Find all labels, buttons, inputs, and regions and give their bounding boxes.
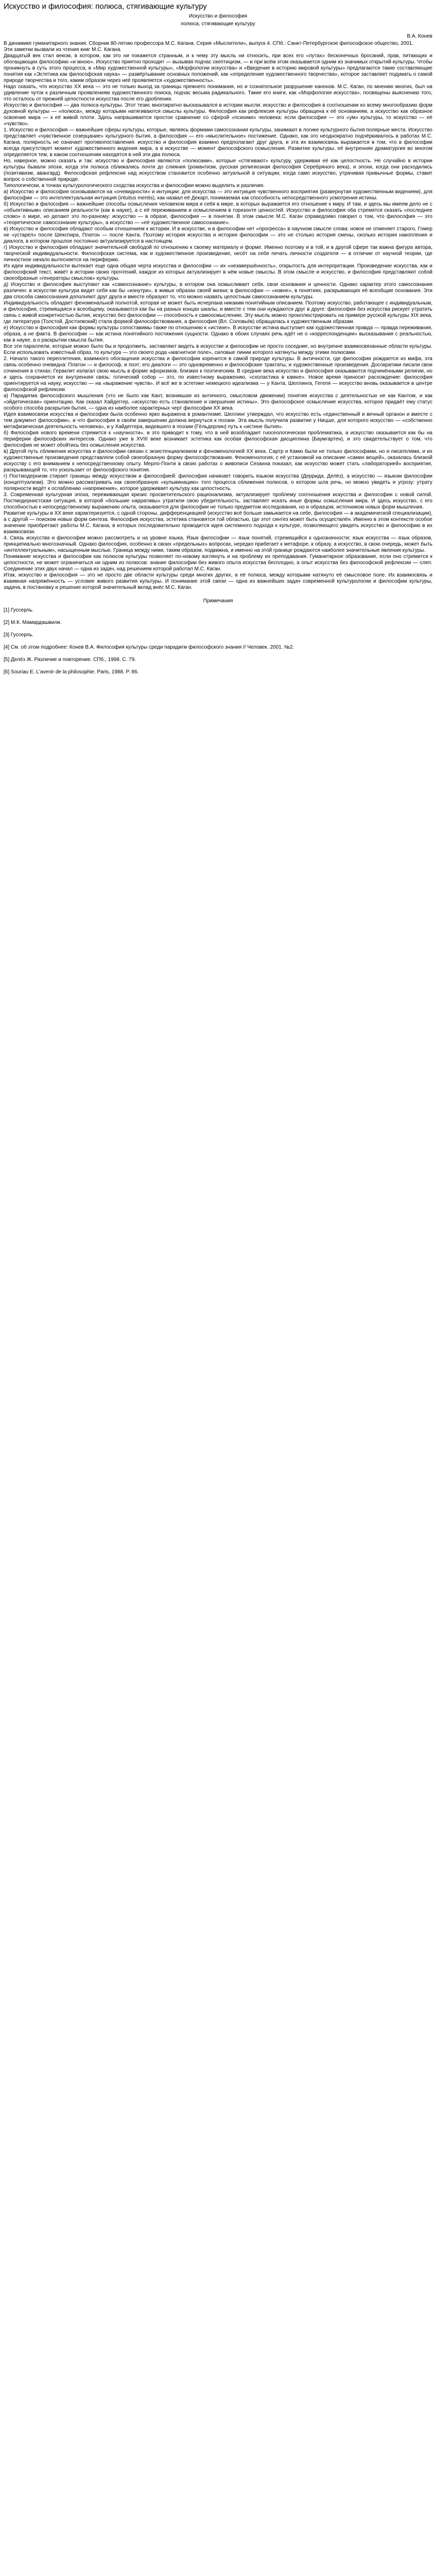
paragraph: 3. Современная культурная эпоха, переживающая кризис просветительского рационализма, актуализирует проблему соотношения искусства и философии с новой силой. Постмодернистская ситуация, в которой «большие нарративы» утратили свою убедительность, заставляет искать иные формы осмысления мира. И здесь искусство, с его способностью к непосредственному выражению опыта, оказывается для философии не только предметом исследования, но и образцом, источником новых форм мышления. bbox=[4, 492, 432, 510]
footnote: [4] См. об этом подробнее: Конев В.А. Философия культуры среди парадигм философского знания // Человек. 2001. №2. bbox=[4, 645, 294, 650]
document-page bbox=[0, 0, 436, 675]
paragraph: в) Другой путь сближения искусства и философии связан с экзистенциализмом и феноменологией XX века. Сартр и Камю были не только философами, но и писателями, и их художественные произведения представляли собой своеобразную форму философствования. Феноменология, с её установкой на описание «самих вещей», оказалась близкой искусству с его вниманием к непосредственному опыту. Мерло-Понти в своих работах о живописи Сезанна показал, как искусство может стать «лабораторией» восприятия, раскрывающей то, что ускользает от философского понятия. bbox=[4, 449, 432, 473]
footnote: [1] Гуссерль. bbox=[4, 607, 34, 613]
article-body bbox=[4, 41, 432, 591]
paragraph: Эти заметки вызвали из чтения книг М.С. Кагана. bbox=[4, 47, 122, 53]
paragraph: б) Искусство и философия — важнейшие способы осмысления человеком мира и себя в мире, в которых выражается его отношение к миру. И там, и здесь мы имеем дело не с «объективным» описанием реальности (как в науке), а с её переживанием и осмыслением в горизонте ценностей. Искусство и философия оба стремятся сказать «последнее слово» о мире, но делают это по-разному: искусство — в образе, философия — в понятии. В этом смысле М.С. Каган справедливо говорил о том, что философия — это «теоретическое самосознание культуры», а искусство — «её художественное самосознание». bbox=[4, 201, 432, 226]
footnote: [6] Souriau E. L'avenir de la philosophie. Paris, 1988. P. 86. bbox=[4, 669, 139, 675]
paragraph: Типологически, в точках культурологического сходства искусства и философии можно выделить и различия. bbox=[4, 183, 265, 189]
author-name: В.А. Конев bbox=[407, 33, 432, 39]
paragraph: а) Парадигма философского мышления (что не было как Кант, возникшая из античного, смысловом движении) понятия искусства с деятельностью не как Кантом, и как «эйдетическая» ориентацию. Как сказал Хайдеггер, «искусство есть становление и свершение истины». Это философское осмысление искусства, которое придаёт ему статус особого способа раскрытия бытия, — одна из наиболее характерных черт философии XX века. bbox=[4, 393, 432, 411]
paragraph: 2. Начало такого переплетения, взаимного обогащения искусства и философии коренится в самой природе культуры. В античности, где философия рождается из мифа, эта связь особенно очевидна: Платон — и философ, и поэт; его диалоги — это одновременно и философские трактаты, и художественные произведения. Досократики писали свои сочинения в стихах; Гераклит излагал свою мысль в форме афоризмов, близких к поэтическим. В средние века искусство и философия оказываются подчинёнными религии, но и здесь сохраняется их внутренняя связь: готический собор — это, по известному выражению, «схоластика в камне». Новое время приносит расхождение: философия ориентируется на науку, искусство — на «выражение чувств». И всё же в эстетике немецкого идеализма — у Канта, Шеллинга, Гегеля — искусство вновь оказывается в центре философской рефлексии. bbox=[4, 356, 432, 393]
paragraph: 1. Искусство и философия — важнейшие сферы культуры, которые, являясь формами самосознания культуры, занимают в логике культурного бытия полярные места. Искусство представляет «чувственное созерцание» культурного бытия, а философия — его «мыслительное» постижение. Однако, как это неоднократно подчёркивалось в работах М.С. Кагана, полярность не означает противопоставления: искусство и философия взаимно предполагают друг друга, и эта их взаимосвязь выражается в том, что в философии всегда присутствует момент художественного видения мира, а в искусстве — момент философского осмысления. Развитие культуры, её внутренняя драматургия во многом определяется тем, в каком соотношении находятся в ней эти два полюса. bbox=[4, 127, 432, 158]
footnote: [5] Делёз Ж. Различие и повторение. СПб., 1998. С. 79. bbox=[4, 657, 136, 663]
paragraph: В динамике гуманитарного знания. Сборник 80-летию профессора М.С. Кагана. Серия «Мыслители», выпуск 4. СПб.: Санкт-Петербургское философское общество, 2001. bbox=[4, 41, 414, 46]
footnote: [2] М.К. Мамардашвили. bbox=[4, 620, 62, 625]
footnote: [3] Гуссерль. bbox=[4, 632, 34, 638]
paragraph: д) Искусство и философия выступают как «самосознание» культуры, в котором она осмысливает себя, свои основания и ценности. Однако характер этого самосознания различен: в искусстве культура видит себя как бы «изнутри», в живых образах своей жизни; в философии — «извне», в понятиях, раскрывающих её всеобщие основания. Эти два способа самосознания дополняют друг друга и вместе образуют то, что можно назвать целостным самосознанием культуры. bbox=[4, 282, 432, 300]
paragraph: Но, наверное, можно сказать и так: искусство и философия являются «полюсами», которые «стягивают» культуру, удерживая её как целостность. Не случайно в истории культуры бывали эпохи, когда эти полюса сближались почти до слияния (романтизм, русская религиозная философия Серебряного века), и эпохи, когда они расходились (позитивизм, авангард). Философская рефлексия над искусством становится особенно актуальной в ситуации, когда само искусство, утрачивая привычные формы, ставит вопрос о собственной природе. bbox=[4, 158, 432, 182]
paragraph: Индивидуальность обладает феноменальной полнотой, которая не может быть исчерпана никаким понятийным описанием. Поэтому искусство, работающее с индивидуальным, и философия, стремящаяся к всеобщему, оказываются как бы на разных концах шкалы, и вместе с тем они нуждаются друг в друге: философия без искусства рискует утратить связь с живой конкретностью бытия, искусство без философии — способность к самоосмыслению. Эту мысль можно проиллюстрировать на примере русской культуры XIX века, где литература (Толстой, Достоевский) стала формой философствования, а философия (Вл. Соловьёв) обращалась к художественным образам. bbox=[4, 300, 432, 325]
paragraph: Итак, искусство и философия — это не просто две области культуры среди многих других, а её полюса, между которыми натянуто её смысловое поле. Их взаимосвязь и взаимная напряжённость — условие живого развития культуры. И понимание этой связи — одна из важнейших задач современной культурологии и философии культуры, задача, в постановку и решение которой значительный вклад внёс М.С. Каган. bbox=[4, 572, 432, 590]
document-title: Искусство и философия: полюса, стягивающие культуру bbox=[4, 2, 207, 11]
subtitle-line-1: Искусство и философия bbox=[188, 13, 248, 19]
paragraph: б) Философия нового времени стремится к «научности», и это приводит к тому, что в ней возобладает гносеологическая проблематика, а искусство оказывается как бы на периферии философских интересов. Однако уже в XVIII веке возникает эстетика как особая философская дисциплина (Баумгартен), и это свидетельствует о том, что философия не может обойтись без осмысления искусства. bbox=[4, 430, 432, 448]
notes-list bbox=[4, 607, 432, 675]
subtitle-line-2: полюса, стягивающие культуру bbox=[181, 21, 255, 27]
notes-heading: Примечания bbox=[203, 598, 233, 604]
paragraph: Из идеи индивидуальности вытекает еще одна общая черта искусства и философии — их «незавершённость», открытость для интерпретации. Произведение искусства, как и философский текст, живёт в истории своих прочтений, каждое из которых актуализирует в нём новые смыслы. В этом смысле и искусство, и философия представляют собой своеобразные «генераторы смыслов» культуры. bbox=[4, 263, 432, 281]
paragraph: е) Искусство и философия как формы культуры сопоставимы также по отношению к «истине». В искусстве истина выступает как художественная правда — правда переживания, образа, а не факта. В философии — как истина понятийного постижения сущности. Однако в обоих случаях речь идёт не о «корреспонденции» высказывания с реальностью, как в науке, а о раскрытии смысла бытия. bbox=[4, 325, 432, 343]
paragraph: в) Искусство и философия обладают особым отношением к истории. И в искусстве, и в философии нет «прогресса» в научном смысле слова: новое не отменяет старого, Гомер не «устарел» после Шекспира, Платон — после Канта. Поэтому история искусства и история философии — это не столько история смены, сколько история накопления и диалога, в котором прошлое постоянно актуализируется в настоящем. bbox=[4, 226, 432, 244]
paragraph: Двадцатый век стал веком, в котором, как это ни покажется странным, и к чему эту мысль ни относить, при всех его «путах» бесконечных бросаний, прав, питающих и обогащающих философию «и мною». Искусство приятно проходит — вызывая подчас скептицизм, — и при всём этом оказывается одним из значимых открытий культуры. Чтобы проникнуть в суть этого процесса, в «Мир художественной культуры», «Морфологии искусства» и «Введение в историю мировой культуры» предлагаются такие составляющие понятия как «Эстетика как философская наука» — развёртывание основных положений, как «определение художественного творчества», которое заставляет подумать о самой природе творчества и того, каким образом через неё проявляется «художественность». bbox=[4, 53, 432, 83]
paragraph: Идея взаимосвязи искусства и философии была особенно ярко выражена в романтизме. Шеллинг утверждал, что искусство есть «единственный и вечный органон и вместе с тем документ философии», и что философия в своём завершении должна вернуться к поэзии. Эта мысль получила развитие у Ницше, для которого искусство — «собственно метафизическая деятельность человека», и у Хайдеггера, видевшего в поэзии (Гёльдерлин) путь к «истине бытия». bbox=[4, 412, 432, 430]
paragraph: Развитие культуры в XX веке характеризуется, с одной стороны, дифференциацией (искусство всё больше замыкается на себе, философия — в академической специализации), а с другой — поиском новых форм синтеза. Философия искусства, эстетика становятся той областью, где этот синтез может быть осуществлён. Именно в этом контексте особое значение приобретают работы М.С. Кагана, в которых последовательно проводится идея системного подхода к культуре, позволяющего увидеть искусство и философию в их взаимосвязи. bbox=[4, 511, 432, 535]
paragraph: г) Постмодернизм стирает границы между искусством и философией: философия начинает говорить языком искусства (Деррида, Делёз), а искусство — языком философии (концептуализм). Это можно рассматривать как своеобразную «кульминацию» того процесса сближения полюсов, о котором шла речь, но можно увидеть и угрозу: утрату полярности ведёт к ослаблению «напряжения», которое удерживает культуру как целостность. bbox=[4, 473, 432, 492]
paragraph: Понимание искусства и философии как полюсов культуры позволяет по-новому взглянуть и на проблему их преподавания. Гуманитарное образование, если оно стремится к целостности, не может ограничиться ни одним из полюсов: знание философии без живого опыта искусства бесплодно, а опыт искусства без философской рефлексии — слеп. Соединение этих двух начал — одна из задач, над решением которой работал М.С. Каган. bbox=[4, 554, 432, 572]
paragraph: Все эти параллели, которые можно было бы и продолжить, заставляют видеть в искусстве и философии не просто соседние, но внутренне взаимосвязанные области культуры. Если использовать известный образ, то культура — это своего рода «магнитное поле», силовые линии которого натянуты между этими полюсами. bbox=[4, 344, 432, 355]
paragraph: Искусство и философия — два полюса культуры. Этот тезис многократно высказывался в истории мысли: искусство и философия в соотношении ко всему многообразию форм духовной культуры — «полюса», между которыми натягиваются смыслы культуры. Философия как рефлексия культуры обращена к её основаниям, а искусство как образное освоение мира — к её живой плоти. Здесь напрашивается простое сравнение со сферой «психики» человека: если философия — это «ум» культуры, то искусство — её «чувство». bbox=[4, 103, 432, 127]
paragraph: г) Искусство и философия обладают значительной свободой по отношению к своему материалу и форме. Именно поэтому и в той, и в другой сфере так важна фигура автора, творческой индивидуальности. Философская система, как и художественное произведение, несёт на себе печать личности создателя — в отличие от научной теории, где личностное начало вытесняется на периферию. bbox=[4, 245, 432, 263]
paragraph: 4. Связь искусства и философии можно рассмотреть и на уровне языка. Язык философии — язык понятий, стремящийся к однозначности; язык искусства — язык образов, принципиально многозначный. Однако философия, особенно в своих «предельных» вопросах, нередко прибегает к метафоре, к образу, а искусство, в свою очередь, может быть «интеллектуальным», насыщенным мыслью. Граница между ними, таким образом, подвижна, и именно на этой границе рождаются наиболее значительные явления культуры. bbox=[4, 535, 432, 553]
paragraph: а) Искусство и философия основываются на «очевидности» и интуиции: для искусства — это интуиция чувственного восприятия (развернутая художественным видением), для философии — это интеллектуальная интуиция (intuitus mentis), как назвал её Декарт, понимаемая как способность непосредственного усмотрения истины. bbox=[4, 189, 432, 201]
paragraph: Надо сказать, что искусство XX века — это не только выход за границы прежнего понимания, но и сознательное разрушение канонов. М.С. Каган, по мнению многих, был на удивление чуток к различным проявлениям художественного поиска, подчас весьма радикального. Такие его книги, как «Морфология искусства», посвящены выяснению того, что осталось от прежней целостности искусства после его дробления. bbox=[4, 84, 432, 102]
